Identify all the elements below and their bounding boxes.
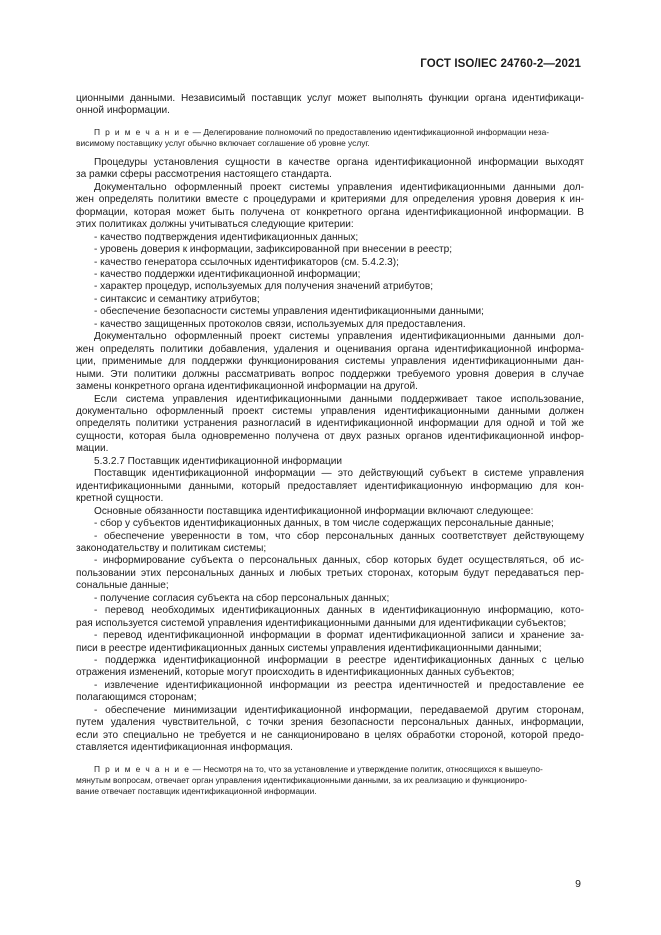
document-header: ГОСТ ISO/IEC 24760-2—2021: [420, 58, 581, 70]
paragraph: [76, 182, 584, 232]
list-item: [76, 680, 584, 705]
text-line: - поддержка идентификационной информации в реестре идентификационных данных с целью: [94, 655, 584, 667]
text-line: ционными данными. Независимый поставщик услуг может выполнять функции органа идентификаци-: [76, 93, 584, 104]
text-line: - перевод необходимых идентификационных данных в идентификационную информацию, кото-: [94, 605, 584, 617]
list-item: [76, 630, 584, 655]
text-line: Основные обязанности поставщика идентификационной информации включают следующее:: [94, 505, 534, 517]
note-line: вание отвечает поставщик идентификационной информации.: [76, 785, 317, 796]
note-line: [94, 127, 584, 138]
text-line: - перевод идентификационной информации в формат идентификационной записи и хранение за-: [94, 630, 584, 642]
list-item: [76, 655, 584, 680]
text-line: писи в реестре идентификационных данных системы управления идентификационными данными;: [76, 642, 542, 654]
text-line: Документально оформленный проект системы управления идентификационными данными дол-: [94, 331, 584, 343]
paragraph: [76, 394, 584, 456]
paragraph: [76, 331, 584, 393]
text-line: ными. Эти политики должны рассматривать вопрос поддержки требуемого уровня доверия в случае: [76, 368, 584, 380]
list-item: - качество поддержки идентификационной информации;: [94, 268, 361, 280]
note-label: П р и м е ч а н и е: [94, 763, 191, 774]
text-line: пользовании этих персональных данных и любых третьих сторонах, которым будут передаваться пер-: [76, 567, 584, 579]
note-line: [94, 764, 584, 775]
list-item: - синтаксис и семантику атрибутов;: [94, 293, 260, 305]
text-line: онной информации.: [76, 105, 170, 117]
text-line: сущности, которая была одновременно получена от двух разных органов идентификационной инфор-: [76, 430, 584, 442]
text-line: ции, применимые для поддержки функционирования системы управления идентификационными дан-: [76, 356, 584, 368]
note-label: П р и м е ч а н и е: [94, 126, 191, 137]
text-line: отражения изменений, которые могут происходить в идентификационных данных субъектов;: [76, 667, 515, 679]
text-line: жен определять политики добавления, удаления и оценивания органа идентификационной информа-: [76, 343, 584, 355]
list-item: - обеспечение безопасности системы управления идентификационными данными;: [94, 306, 484, 318]
note-line: мянутым вопросам, отвечает орган управления идентификационными данными, за их реализацию и функциониро-: [76, 774, 528, 785]
list-item: - характер процедур, используемых для получения значений атрибутов;: [94, 281, 434, 293]
note-block: [76, 127, 584, 138]
paragraph: [76, 157, 584, 182]
text-line: - обеспечение уверенности в том, что сбор персональных данных соответствует действующему: [94, 530, 584, 542]
text-line: Поставщик идентификационной информации — это действующий субъект в системе управления: [94, 468, 584, 480]
list-item: [76, 555, 584, 592]
text-line: мации.: [76, 443, 109, 455]
text-line: идентификационными данными, который предоставляет идентификационную информацию для кон-: [76, 480, 584, 492]
note-line: висимому поставщику услуг обычно включает соглашение об уровне услуг.: [76, 137, 370, 148]
page-content: [76, 93, 584, 797]
text-line: Процедуры установления сущности в качестве органа идентификационной информации выходят: [94, 156, 584, 168]
text-line: Документально оформленный проект системы управления идентификационными данными дол-: [94, 181, 584, 193]
text-line: путем удаления чувствительной, с точки зрения безопасности персональных данных, информации,: [76, 717, 584, 729]
note-text: — Делегирование полномочий по предоставлению идентификационной информации неза-: [190, 126, 550, 137]
list-item: - сбор у субъектов идентификационных данных, в том числе содержащих персональные данные;: [94, 518, 554, 530]
text-line: - обеспечение минимизации идентификационной информации, передаваемой другим сторонам,: [94, 704, 584, 716]
text-line: Если система управления идентификационными данными поддерживает такое использование,: [94, 393, 584, 405]
text-line: рая используется системой управления идентификационными данными для идентификации субъектов;: [76, 617, 567, 629]
list-item: - уровень доверия к информации, зафиксированной при внесении в реестр;: [94, 244, 453, 256]
text-line: законодательству и политикам системы;: [76, 542, 267, 554]
paragraph-continuation: [76, 93, 584, 118]
criteria-list: [76, 232, 584, 332]
list-item: - качество генератора ссылочных идентификаторов (см. 5.4.2.3);: [94, 256, 399, 268]
text-line: если это специально не требуется и не санкционировано в целях обработки стороной, которой предо-: [76, 729, 584, 741]
list-item: [76, 705, 584, 755]
paragraph: [76, 468, 584, 505]
list-item: [76, 531, 584, 556]
text-line: за рамки сферы рассмотрения настоящего стандарта.: [76, 169, 332, 181]
text-line: ставляется идентификационная информация.: [76, 742, 293, 754]
note-text: — Несмотря на то, что за установление и утверждение политик, относящихся к вышеупо-: [190, 763, 543, 774]
text-line: полагающимся сторонам;: [76, 692, 197, 704]
text-line: этих политиках должны учитываться следующие критерии:: [76, 219, 354, 231]
list-item: [76, 605, 584, 630]
section-heading: 5.3.2.7 Поставщик идентификационной информации: [94, 455, 343, 467]
text-line: сональные данные;: [76, 580, 169, 592]
text-line: кретной сущности.: [76, 493, 164, 505]
text-line: замены конкретного органа идентификационной информации на другой.: [76, 381, 418, 393]
text-line: формации, которая может быть получена от конкретного органа идентификационной информации. В: [76, 206, 584, 218]
text-line: определять политики устранения разногласий в идентификационной информации для одной и той же: [76, 418, 584, 430]
text-line: жен определять политики вместе с процедурами и критериями для определения уровня доверия к ин-: [76, 194, 584, 206]
list-item: - получение согласия субъекта на сбор персональных данных;: [94, 592, 390, 604]
text-line: - извлечение идентификационной информации из реестра идентичностей и предоставление ее: [94, 679, 584, 691]
page-number: 9: [575, 878, 581, 890]
note-block: [76, 764, 584, 775]
list-item: - качество защищенных протоколов связи, используемых для предоставления.: [94, 318, 466, 330]
list-item: - качество подтверждения идентификационных данных;: [94, 231, 359, 243]
text-line: - информирование субъекта о персональных данных, сбор которых будет осуществляться, об ис-: [94, 555, 584, 567]
text-line: документально оформленный проект системы управления идентификационными данными должен: [76, 405, 584, 417]
